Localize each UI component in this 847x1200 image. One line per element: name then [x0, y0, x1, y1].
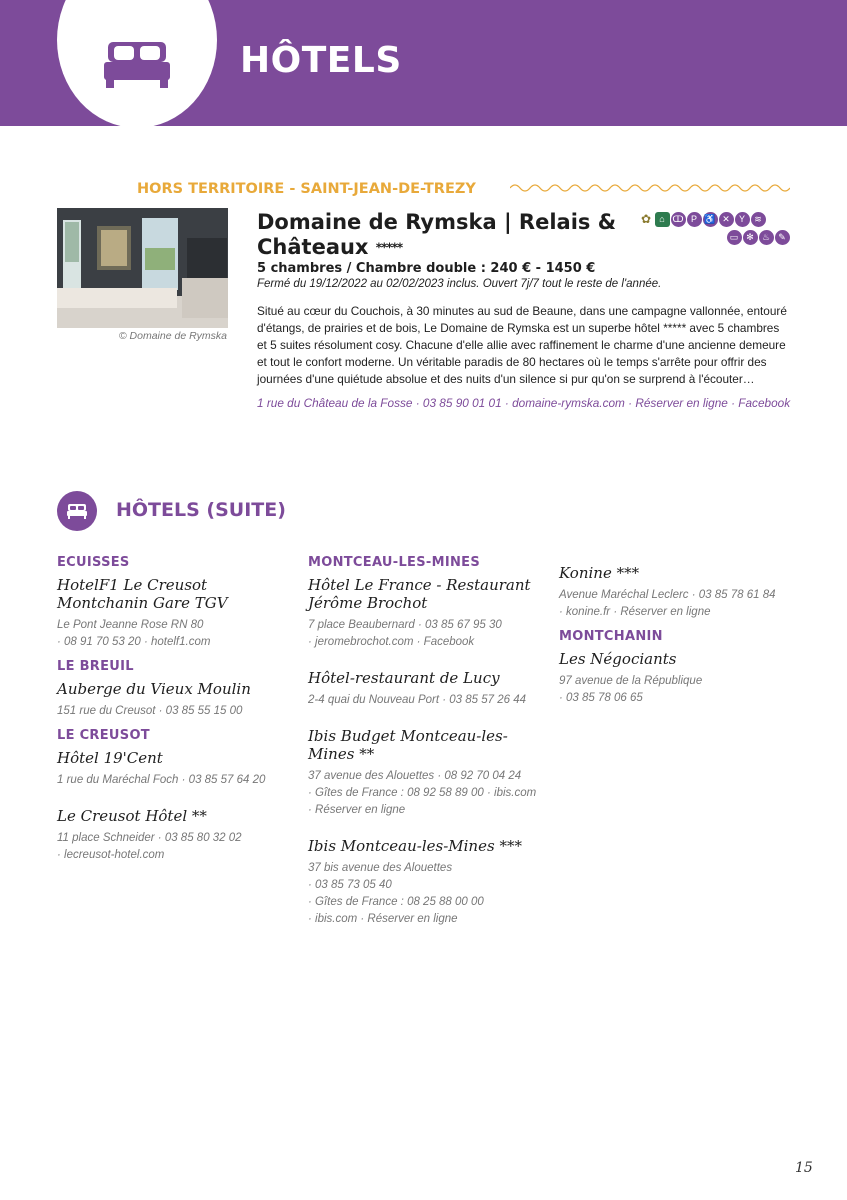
restaurant-icon: ✕: [719, 212, 734, 227]
hotel-stars: ***: [499, 837, 522, 855]
page-title: HÔTELS: [240, 40, 402, 81]
hotel-name: [559, 564, 789, 582]
bed-icon: [67, 503, 87, 519]
featured-hotel-closing: Fermé du 19/12/2022 au 02/02/2023 inclus. Ouvert 7j/7 tout le reste de l'année.: [257, 278, 662, 290]
featured-hotel-name: Domaine de Rymska | Relais & Châteaux: [257, 210, 617, 259]
hotel-info[interactable]: · ibis.com · Réserver en ligne: [308, 913, 458, 925]
parking-icon: P: [687, 212, 702, 227]
listing-column-1: [57, 555, 282, 864]
hotel-name: Hôtel Le France - Restaurant Jérôme Brochot: [308, 576, 531, 612]
air-conditioning-icon: ✻: [743, 230, 758, 245]
hotel-name-text: Ibis Budget Montceau-les-Mines: [308, 727, 508, 763]
hotel-stars: **: [191, 807, 207, 825]
featured-hotel-description: Situé au cœur du Couchois, à 30 minutes au sud de Beaune, dans une campagne vallonnée, entouré d'étangs, de prairies et de bois, Le Domaine de Rymska est un superbe hôtel ***** avec 5 chambres et 5 suites résolument cosy. Chacune d'elle allie avec raffinement le charme d'une ancienne demeure et tout le confort moderne. Un véritable paradis de 80 hectares où le temps s'arrête pour offrir des journées d'une quiétude absolue et des nuits d'un silence si pur qu'on se surprend à l'écouter…: [257, 304, 787, 386]
hotel-info[interactable]: · Gîtes de France : 08 92 58 89 00 · ibis.com: [308, 787, 537, 799]
hotel-info[interactable]: · jeromebrochot.com · Facebook: [308, 636, 475, 648]
tv-icon: ▭: [727, 230, 742, 245]
section-bed-icon-circle: [57, 491, 97, 531]
town-heading: ECUISSES: [57, 555, 130, 570]
hotel-photo: [57, 208, 228, 328]
town-heading: LE CREUSOT: [57, 728, 150, 743]
hotel-info: 11 place Schneider · 03 85 80 32 02: [57, 832, 242, 844]
featured-hotel-contact[interactable]: 1 rue du Château de la Fosse · 03 85 90 01 01 · domaine-rymska.com · Réserver en ligne · Facebook: [257, 396, 791, 410]
listing-column-3: [559, 564, 789, 707]
hotel-name: Auberge du Vieux Moulin: [57, 680, 251, 698]
hotel-name-text: Le Creusot Hôtel: [57, 807, 188, 825]
wifi-icon: ≋: [751, 212, 766, 227]
hotel-name: [308, 837, 538, 855]
hotel-info: 7 place Beaubernard · 03 85 67 95 30: [308, 619, 502, 631]
hotel-name: [308, 727, 538, 763]
spa-icon: ♨: [759, 230, 774, 245]
amenity-icons: [638, 211, 790, 247]
hotel-name: Hôtel-restaurant de Lucy: [308, 669, 500, 687]
bar-icon: Y: [735, 212, 750, 227]
hotel-info: · 03 85 73 05 40: [308, 879, 392, 891]
hotel-info: 1 rue du Maréchal Foch · 03 85 57 64 20: [57, 774, 266, 786]
hotel-stars: ***: [616, 564, 640, 582]
hotel-name: [57, 807, 282, 825]
section-title: HÔTELS (SUITE): [116, 499, 286, 521]
town-heading: LE BREUIL: [57, 659, 134, 674]
hotel-info[interactable]: · lecreusot-hotel.com: [57, 849, 165, 861]
label-icon: ✿: [639, 212, 654, 227]
photo-credit: © Domaine de Rymska: [118, 330, 227, 342]
hotel-info: 37 bis avenue des Alouettes: [308, 862, 453, 874]
hotel-name: HotelF1 Le Creusot Montchanin Gare TGV: [57, 576, 228, 612]
hotel-info: · 03 85 78 06 65: [559, 692, 643, 704]
hotel-info: Avenue Maréchal Leclerc · 03 85 78 61 84: [559, 589, 776, 601]
bed-icon: [104, 36, 170, 88]
featured-hotel-stars: *****: [375, 240, 403, 255]
bicycle-icon: ↀ: [671, 212, 686, 227]
hotel-info: 97 avenue de la République: [559, 675, 703, 687]
eco-label-icon: ⌂: [655, 212, 670, 227]
listing-column-2: [308, 555, 538, 928]
hotel-name: Les Négociants: [559, 650, 677, 668]
hotel-name-text: Ibis Montceau-les-Mines: [308, 837, 495, 855]
page-number: 15: [795, 1160, 813, 1176]
hotel-name: Hôtel 19'Cent: [57, 749, 163, 767]
pet-icon: ✎: [775, 230, 790, 245]
town-heading: MONTCHANIN: [559, 629, 663, 644]
featured-hotel-rooms: 5 chambres / Chambre double : 240 € - 1450 €: [257, 261, 596, 276]
town-heading: MONTCEAU-LES-MINES: [308, 555, 480, 570]
featured-hotel-title: [257, 210, 637, 261]
wave-divider: [510, 182, 790, 194]
page-header: [0, 0, 847, 126]
hotel-info: 151 rue du Creusot · 03 85 55 15 00: [57, 705, 243, 717]
hotel-info: Le Pont Jeanne Rose RN 80: [57, 619, 204, 631]
hotel-name-text: Konine: [559, 564, 612, 582]
hotel-info: · Gîtes de France : 08 25 88 00 00: [308, 896, 484, 908]
wheelchair-icon: ♿: [703, 212, 718, 227]
hotel-info: 2-4 quai du Nouveau Port · 03 85 57 26 44: [308, 694, 527, 706]
hotel-info[interactable]: · 08 91 70 53 20 · hotelf1.com: [57, 636, 211, 648]
hotel-stars: **: [359, 745, 375, 763]
hotel-info[interactable]: · konine.fr · Réserver en ligne: [559, 606, 711, 618]
hotel-info[interactable]: · Réserver en ligne: [308, 804, 406, 816]
hotel-info: 37 avenue des Alouettes · 08 92 70 04 24: [308, 770, 522, 782]
territory-heading: HORS TERRITOIRE - SAINT-JEAN-DE-TREZY: [137, 181, 476, 197]
